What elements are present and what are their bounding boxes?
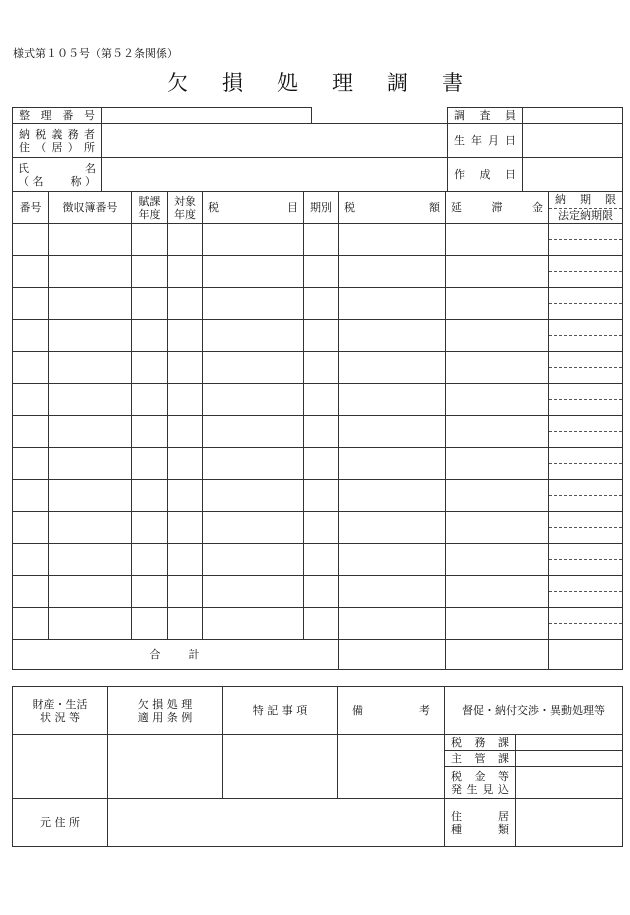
- zeikin-label: 税 金 等 発 生 見 込: [445, 767, 516, 799]
- cell-period[interactable]: [304, 320, 339, 352]
- table-row: [13, 256, 623, 288]
- table-row: [13, 384, 623, 416]
- cell-period[interactable]: [304, 416, 339, 448]
- cell-nouki-top[interactable]: [549, 512, 622, 527]
- cell-no[interactable]: [13, 256, 49, 288]
- tokki-field[interactable]: [223, 735, 338, 799]
- cell-period[interactable]: [304, 352, 339, 384]
- cell-zeigaku[interactable]: [339, 416, 446, 448]
- cell-entai[interactable]: [446, 512, 549, 544]
- cell-ledger[interactable]: [49, 480, 132, 512]
- cell-nouki-top[interactable]: [549, 544, 622, 559]
- shukanka-label: 主 管 課: [445, 751, 516, 767]
- cell-nouki[interactable]: [549, 512, 623, 544]
- cell-no[interactable]: [13, 416, 49, 448]
- cell-nouki-bottom[interactable]: [549, 431, 622, 447]
- cell-no[interactable]: [13, 224, 49, 256]
- cell-nouki-bottom[interactable]: [549, 463, 622, 479]
- form-number: 様式第１０５号（第５２条関係）: [13, 47, 178, 60]
- cell-zeigaku[interactable]: [339, 288, 446, 320]
- cell-taisho[interactable]: [168, 416, 203, 448]
- cell-nouki[interactable]: [549, 576, 623, 608]
- table-row: [13, 576, 623, 608]
- cell-nouki[interactable]: [549, 480, 623, 512]
- zeimuka-label: 税 務 課: [445, 735, 516, 751]
- cell-no[interactable]: [13, 512, 49, 544]
- cell-nouki[interactable]: [549, 224, 623, 256]
- address-field[interactable]: [102, 124, 448, 158]
- cell-nouki[interactable]: [549, 320, 623, 352]
- cell-no[interactable]: [13, 320, 49, 352]
- cell-zeimoku[interactable]: [203, 544, 304, 576]
- table-row: [13, 288, 623, 320]
- cell-fuka[interactable]: [132, 288, 168, 320]
- cell-no[interactable]: [13, 448, 49, 480]
- cell-nouki[interactable]: [549, 288, 623, 320]
- cell-nouki[interactable]: [549, 608, 623, 640]
- cell-nouki-top[interactable]: [549, 416, 622, 431]
- cell-entai[interactable]: [446, 576, 549, 608]
- cell-ledger[interactable]: [49, 224, 132, 256]
- cell-period[interactable]: [304, 608, 339, 640]
- cell-no[interactable]: [13, 544, 49, 576]
- cell-nouki[interactable]: [549, 544, 623, 576]
- cell-taisho[interactable]: [168, 224, 203, 256]
- cell-entai[interactable]: [446, 480, 549, 512]
- cell-zeimoku[interactable]: [203, 352, 304, 384]
- cell-taisho[interactable]: [168, 448, 203, 480]
- assets-field[interactable]: [13, 735, 108, 799]
- zeikin-field[interactable]: [516, 767, 623, 799]
- header-fuka: 賦課 年度: [132, 192, 168, 224]
- cell-zeimoku[interactable]: [203, 512, 304, 544]
- cell-zeimoku[interactable]: [203, 416, 304, 448]
- cell-no[interactable]: [13, 608, 49, 640]
- table-row: [13, 512, 623, 544]
- cell-ledger[interactable]: [49, 448, 132, 480]
- cell-nouki[interactable]: [549, 416, 623, 448]
- cell-no[interactable]: [13, 288, 49, 320]
- cell-taisho[interactable]: [168, 608, 203, 640]
- cell-entai[interactable]: [446, 416, 549, 448]
- header-no: 番号: [13, 192, 49, 224]
- cell-entai[interactable]: [446, 224, 549, 256]
- cell-fuka[interactable]: [132, 608, 168, 640]
- cell-taisho[interactable]: [168, 576, 203, 608]
- biko-field[interactable]: [338, 735, 445, 799]
- cell-entai[interactable]: [446, 352, 549, 384]
- name-label: 氏 名 （ 名 称 ）: [13, 158, 102, 192]
- kesson-header: 欠 損 処 理 適 用 条 例: [108, 687, 223, 735]
- cell-nouki-bottom[interactable]: [549, 271, 622, 287]
- cell-period[interactable]: [304, 480, 339, 512]
- cell-fuka[interactable]: [132, 544, 168, 576]
- cell-nouki-top[interactable]: [549, 320, 622, 335]
- cell-zeigaku[interactable]: [339, 608, 446, 640]
- cell-zeigaku[interactable]: [339, 384, 446, 416]
- cell-fuka[interactable]: [132, 448, 168, 480]
- name-field[interactable]: [102, 158, 448, 192]
- shukanka-field[interactable]: [516, 751, 623, 767]
- cell-nouki-bottom[interactable]: [549, 367, 622, 383]
- header-period: 期別: [304, 192, 339, 224]
- cell-fuka[interactable]: [132, 416, 168, 448]
- cell-zeigaku[interactable]: [339, 352, 446, 384]
- cell-nouki-top[interactable]: [549, 224, 622, 239]
- cell-taisho[interactable]: [168, 288, 203, 320]
- cell-taisho[interactable]: [168, 256, 203, 288]
- info-table: [12, 107, 623, 192]
- biko-header: 備 考: [338, 687, 445, 735]
- cell-nouki[interactable]: [549, 352, 623, 384]
- cell-zeimoku[interactable]: [203, 480, 304, 512]
- cell-entai[interactable]: [446, 288, 549, 320]
- cell-taisho[interactable]: [168, 512, 203, 544]
- cell-nouki-top[interactable]: [549, 256, 622, 271]
- cell-taisho[interactable]: [168, 384, 203, 416]
- header-ledger: 徴収簿番号: [49, 192, 132, 224]
- cell-no[interactable]: [13, 384, 49, 416]
- tokki-header: 特 記 事 項: [223, 687, 338, 735]
- cell-zeigaku[interactable]: [339, 224, 446, 256]
- chousain-field[interactable]: [523, 108, 623, 124]
- cell-zeimoku[interactable]: [203, 576, 304, 608]
- cell-zeimoku[interactable]: [203, 288, 304, 320]
- cell-zeigaku[interactable]: [339, 480, 446, 512]
- table-row: [13, 320, 623, 352]
- cell-nouki-bottom[interactable]: [549, 623, 622, 639]
- cell-nouki-top[interactable]: [549, 288, 622, 303]
- total-nouki: [549, 640, 623, 670]
- header-zeimoku: 税 目: [203, 192, 304, 224]
- zeimuka-field[interactable]: [516, 735, 623, 751]
- cell-ledger[interactable]: [49, 608, 132, 640]
- cell-nouki-bottom[interactable]: [549, 399, 622, 415]
- cell-fuka[interactable]: [132, 224, 168, 256]
- cell-period[interactable]: [304, 576, 339, 608]
- cell-period[interactable]: [304, 256, 339, 288]
- cell-nouki-bottom[interactable]: [549, 591, 622, 607]
- cell-fuka[interactable]: [132, 256, 168, 288]
- table-row: [13, 544, 623, 576]
- cell-no[interactable]: [13, 480, 49, 512]
- created-label: 作 成 日: [448, 158, 523, 192]
- cell-ledger[interactable]: [49, 384, 132, 416]
- cell-zeigaku[interactable]: [339, 576, 446, 608]
- birthday-label: 生 年 月 日: [448, 124, 523, 158]
- cell-zeigaku[interactable]: [339, 256, 446, 288]
- table-row: [13, 608, 623, 640]
- cell-zeimoku[interactable]: [203, 224, 304, 256]
- main-table: [12, 191, 623, 670]
- total-label: 合 計: [13, 640, 339, 670]
- cell-ledger[interactable]: [49, 576, 132, 608]
- cell-nouki-bottom[interactable]: [549, 559, 622, 575]
- cell-nouki-bottom[interactable]: [549, 239, 622, 255]
- cell-taisho[interactable]: [168, 480, 203, 512]
- cell-nouki-top[interactable]: [549, 576, 622, 591]
- cell-nouki-bottom[interactable]: [549, 495, 622, 511]
- cell-ledger[interactable]: [49, 352, 132, 384]
- cell-zeigaku[interactable]: [339, 544, 446, 576]
- cell-fuka[interactable]: [132, 480, 168, 512]
- seiri-bango-label: 整 理 番 号: [13, 108, 102, 124]
- header-entai: 延 滞 金: [446, 192, 549, 224]
- bottom-table: [12, 686, 623, 847]
- moto-jusho-field[interactable]: [108, 799, 445, 847]
- info-gap: [312, 108, 448, 124]
- cell-nouki-top[interactable]: [549, 480, 622, 495]
- cell-nouki-top[interactable]: [549, 352, 622, 367]
- cell-zeimoku[interactable]: [203, 608, 304, 640]
- cell-ledger[interactable]: [49, 512, 132, 544]
- cell-nouki[interactable]: [549, 384, 623, 416]
- seiri-bango-field[interactable]: [102, 108, 312, 124]
- cell-fuka[interactable]: [132, 576, 168, 608]
- cell-ledger[interactable]: [49, 256, 132, 288]
- cell-fuka[interactable]: [132, 384, 168, 416]
- cell-period[interactable]: [304, 448, 339, 480]
- cell-nouki-top[interactable]: [549, 384, 622, 399]
- cell-taisho[interactable]: [168, 544, 203, 576]
- cell-period[interactable]: [304, 384, 339, 416]
- cell-ledger[interactable]: [49, 544, 132, 576]
- chousain-label: 調 査 員: [448, 108, 523, 124]
- birthday-field[interactable]: [523, 124, 623, 158]
- cell-nouki-bottom[interactable]: [549, 335, 622, 351]
- cell-zeigaku[interactable]: [339, 448, 446, 480]
- cell-nouki[interactable]: [549, 448, 623, 480]
- cell-entai[interactable]: [446, 544, 549, 576]
- cell-ledger[interactable]: [49, 320, 132, 352]
- table-row: [13, 224, 623, 256]
- cell-zeimoku[interactable]: [203, 320, 304, 352]
- cell-nouki-bottom[interactable]: [549, 527, 622, 543]
- cell-zeimoku[interactable]: [203, 448, 304, 480]
- cell-no[interactable]: [13, 352, 49, 384]
- jukyo-field[interactable]: [516, 799, 623, 847]
- cell-fuka[interactable]: [132, 512, 168, 544]
- created-field[interactable]: [523, 158, 623, 192]
- cell-entai[interactable]: [446, 320, 549, 352]
- table-row: [13, 480, 623, 512]
- cell-period[interactable]: [304, 288, 339, 320]
- cell-nouki[interactable]: [549, 256, 623, 288]
- cell-nouki-top[interactable]: [549, 448, 622, 463]
- cell-period[interactable]: [304, 544, 339, 576]
- cell-entai[interactable]: [446, 384, 549, 416]
- cell-nouki-top[interactable]: [549, 608, 622, 623]
- cell-zeigaku[interactable]: [339, 512, 446, 544]
- moto-jusho-label: 元 住 所: [13, 799, 108, 847]
- cell-nouki-bottom[interactable]: [549, 303, 622, 319]
- document-title: 欠損処理調書: [167, 71, 497, 95]
- address-label: 納税義務者 住（居）所: [13, 124, 102, 158]
- assets-header: 財産・生活 状 況 等: [13, 687, 108, 735]
- cell-entai[interactable]: [446, 448, 549, 480]
- table-row: [13, 416, 623, 448]
- kesson-field[interactable]: [108, 735, 223, 799]
- cell-no[interactable]: [13, 576, 49, 608]
- cell-period[interactable]: [304, 224, 339, 256]
- cell-entai[interactable]: [446, 608, 549, 640]
- cell-entai[interactable]: [446, 256, 549, 288]
- cell-zeigaku[interactable]: [339, 320, 446, 352]
- header-nouki: 納 期 限 法定納期限: [549, 192, 623, 224]
- cell-ledger[interactable]: [49, 416, 132, 448]
- header-zeigaku: 税 額: [339, 192, 446, 224]
- cell-ledger[interactable]: [49, 288, 132, 320]
- jukyo-label: 住 居 種 類: [445, 799, 516, 847]
- table-row: [13, 448, 623, 480]
- cell-zeimoku[interactable]: [203, 256, 304, 288]
- cell-period[interactable]: [304, 512, 339, 544]
- cell-fuka[interactable]: [132, 352, 168, 384]
- total-entai[interactable]: [446, 640, 549, 670]
- cell-taisho[interactable]: [168, 320, 203, 352]
- total-zeigaku[interactable]: [339, 640, 446, 670]
- header-taisho: 対象 年度: [168, 192, 203, 224]
- table-row: [13, 352, 623, 384]
- tokusoku-header: 督促・納付交渉・異動処理等: [445, 687, 623, 735]
- cell-taisho[interactable]: [168, 352, 203, 384]
- cell-zeimoku[interactable]: [203, 384, 304, 416]
- cell-fuka[interactable]: [132, 320, 168, 352]
